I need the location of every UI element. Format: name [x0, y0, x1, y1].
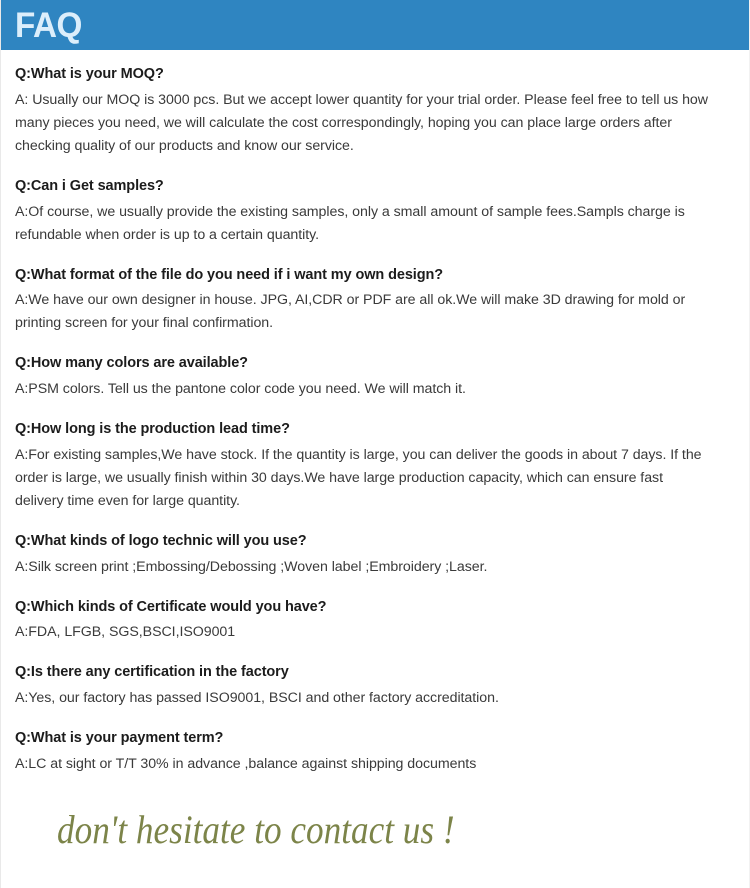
faq-item — [15, 728, 733, 776]
faq-item — [15, 64, 733, 158]
faq-question: Q:What is your MOQ? — [15, 66, 164, 82]
faq-question: Q:What kinds of logo technic will you use? — [15, 532, 307, 549]
faq-item — [15, 662, 733, 710]
faq-question: Q:What is your payment term? — [15, 730, 224, 746]
page-title: FAQ — [15, 5, 82, 45]
faq-item — [15, 531, 733, 579]
faq-footer — [1, 794, 749, 852]
faq-question: Q:Is there any certification in the factory — [15, 664, 289, 681]
faq-answer: A:LC at sight or T/T 30% in advance ,balance against shipping documents — [15, 755, 477, 772]
faq-answer: A:We have our own designer in house. JPG, AI,CDR or PDF are all ok.We will make 3D drawing for mold or printing screen for your final confirmation. — [15, 292, 686, 332]
faq-item — [15, 597, 733, 645]
faq-item — [15, 419, 733, 513]
faq-answer: A:Silk screen print ;Embossing/Debossing ;Woven label ;Embroidery ;Laser. — [15, 558, 488, 575]
faq-question: Q:Can i Get samples? — [15, 177, 164, 194]
faq-question: Q:What format of the file do you need if i want my own design? — [15, 266, 444, 283]
faq-item — [15, 176, 733, 247]
faq-item — [15, 353, 733, 401]
faq-answer: A:For existing samples,We have stock. If the quantity is large, you can deliver the goods in about 7 days. If the order is large, we usually finish within 30 days.We have large production capacity, which can ensure fast delivery time even for large quantity. — [15, 446, 702, 509]
contact-tagline: don't hesitate to contact us ! — [57, 806, 455, 852]
faq-answer: A:Yes, our factory has passed ISO9001, BSCI and other factory accreditation. — [15, 690, 499, 706]
faq-item — [15, 265, 733, 336]
faq-question: Q:Which kinds of Certificate would you have? — [15, 598, 327, 615]
faq-answer: A:Of course, we usually provide the existing samples, only a small amount of sample fees.Sampls charge is refundable when order is up to a certain quantity. — [15, 203, 685, 243]
faq-list — [1, 50, 749, 776]
faq-answer: A:FDA, LFGB, SGS,BSCI,ISO9001 — [15, 624, 236, 641]
faq-question: Q:How many colors are available? — [15, 355, 248, 372]
faq-question: Q:How long is the production lead time? — [15, 421, 290, 437]
faq-answer: A: Usually our MOQ is 3000 pcs. But we accept lower quantity for your trial order. Please feel free to tell us how many pieces you need, we will calculate the cost correspondingly, hoping you can place large orders after checking quality of our products and know our service. — [15, 91, 708, 154]
faq-header-banner — [1, 0, 749, 50]
faq-answer: A:PSM colors. Tell us the pantone color code you need. We will match it. — [15, 381, 466, 397]
